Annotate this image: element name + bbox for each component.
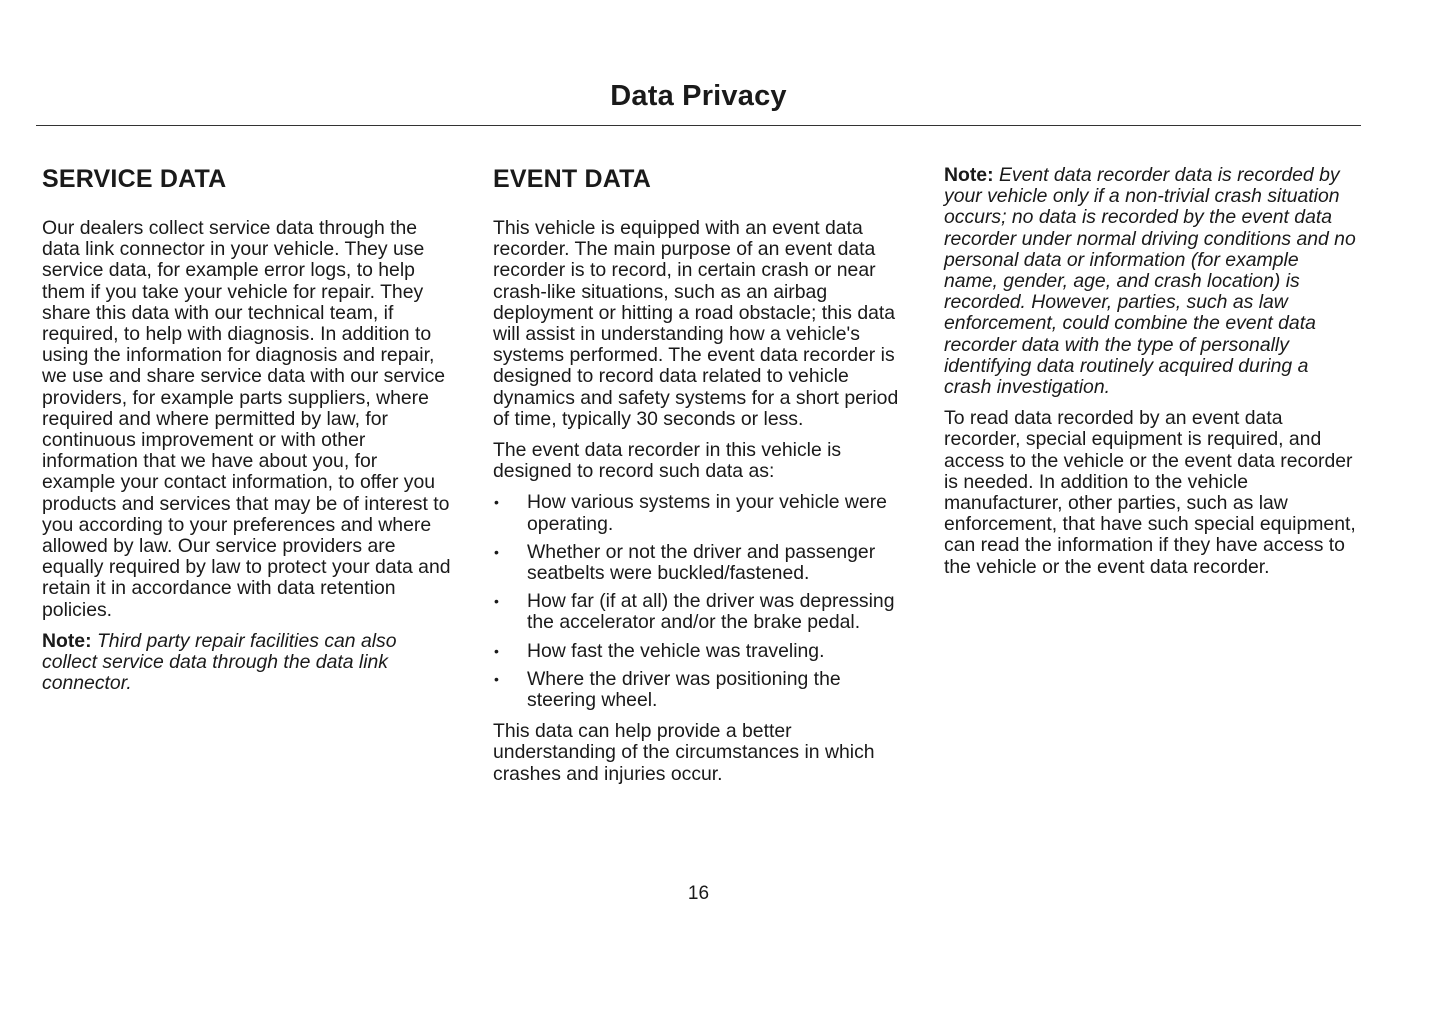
event-data-list — [493, 492, 905, 711]
note-label: Note: — [944, 164, 994, 186]
note-text: Event data recorder data is recorded by your vehicle only if a non-trivial crash situation occurs; no data is recorded by the event data recorder under normal driving conditions and no personal data or information (for example name, gender, age, and crash location) is recorded. However, parties, such as law enforcement, could combine the event data recorder data with the type of personally identifying data routinely acquired during a crash investigation. — [944, 164, 1356, 399]
event-data-reading: To read data recorded by an event data recorder, special equipment is required, and access to the vehicle or the event data recorder is needed. In addition to the vehicle manufacturer, other parties, such as law enforcement, that have such special equipment, can read the information if they have access to the vehicle or the event data recorder. — [944, 407, 1356, 578]
list-item-text: Where the driver was positioning the steering wheel. — [527, 667, 841, 712]
list-item-text: How various systems in your vehicle were operating. — [527, 491, 887, 535]
service-data-note — [42, 631, 454, 695]
list-item — [493, 591, 905, 633]
bullet-icon: • — [494, 494, 499, 511]
list-item — [493, 669, 905, 711]
list-item — [493, 542, 905, 584]
service-data-section — [42, 163, 454, 704]
list-item — [493, 492, 905, 534]
bullet-icon: • — [494, 543, 499, 560]
event-data-note-section — [944, 165, 1356, 588]
event-data-heading: EVENT DATA — [493, 165, 652, 193]
event-data-section — [493, 163, 905, 795]
list-item — [493, 641, 905, 662]
event-data-intro: This vehicle is equipped with an event data recorder. The main purpose of an event data recorder is to record, in certain crash or near crash-like situations, such as an airbag deployment or hitting a road obstacle; this data will assist in understanding how a vehicle's systems performed. The event data recorder is designed to record data related to vehicle dynamics and safety systems for a short period of time, typically 30 seconds or less. — [493, 217, 899, 430]
event-data-note — [944, 165, 1356, 398]
page-number: 16 — [687, 883, 710, 904]
note-label: Note: — [42, 629, 92, 652]
bullet-icon: • — [494, 670, 499, 687]
note-text: Third party repair facilities can also collect service data through the data link connector. — [42, 629, 397, 695]
event-data-closing: This data can help provide a better understanding of the circumstances in which crashes and injuries occur. — [493, 720, 875, 785]
bullet-icon: • — [494, 642, 499, 659]
bullet-icon: • — [494, 593, 499, 610]
page-title: Data Privacy — [610, 80, 787, 112]
list-item-text: How fast the vehicle was traveling. — [527, 639, 825, 662]
service-data-body: Our dealers collect service data through the data link connector in your vehicle. They use service data, for example error logs, to help them if you take your vehicle for repair. They share this data with our technical team, if required, to help with diagnosis. In addition to using the information for diagnosis and repair, we use and share service data with our service providers, for example parts suppliers, where required and where permitted by law, for continuous improvement or with other information that we have about you, for example your contact information, to offer you products and services that may be of interest to you according to your preferences and where allowed by law. Our service providers are equally required by law to protect your data and retain it in accordance with data retention policies. — [42, 217, 451, 621]
service-data-heading: SERVICE DATA — [42, 165, 227, 193]
title-divider — [36, 125, 1361, 126]
event-data-list-intro: The event data recorder in this vehicle is designed to record such data as: — [493, 439, 842, 483]
list-item-text: How far (if at all) the driver was depressing the accelerator and/or the brake pedal. — [527, 590, 895, 634]
list-item-text: Whether or not the driver and passenger seatbelts were buckled/fastened. — [527, 540, 876, 585]
